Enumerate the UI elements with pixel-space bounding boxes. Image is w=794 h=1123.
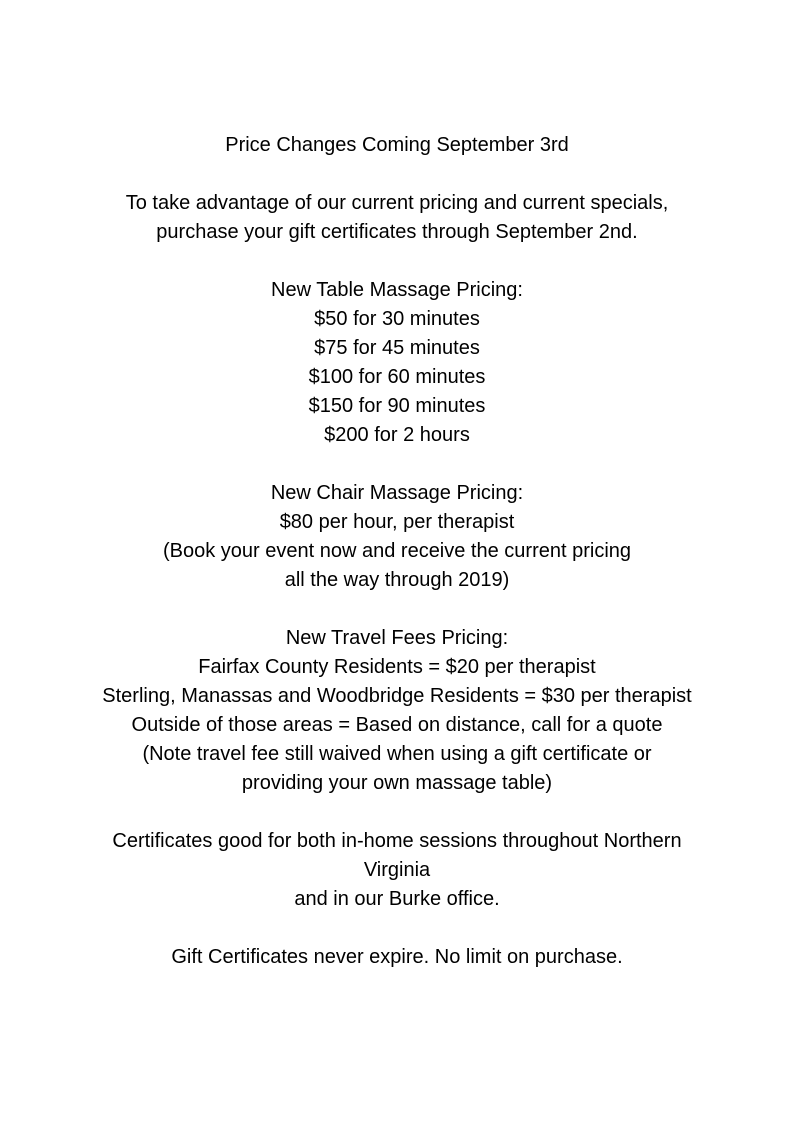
table-massage-price: $150 for 90 minutes [308, 395, 486, 417]
spacer [0, 450, 794, 479]
travel-fees-title: New Travel Fees Pricing: [285, 627, 509, 649]
table-massage-price: $50 for 30 minutes [314, 308, 480, 330]
spacer [0, 247, 794, 276]
spacer [0, 595, 794, 624]
price-announcement [0, 131, 794, 972]
travel-fee-item: Fairfax County Residents = $20 per therapist [198, 656, 596, 678]
travel-fee-note-2: providing your own massage table) [241, 772, 553, 794]
table-massage-price: $75 for 45 minutes [314, 337, 480, 359]
travel-fee-note-1: (Note travel fee still waived when using a gift certificate or [142, 743, 652, 765]
intro-line-1: To take advantage of our current pricing and current specials, [125, 192, 669, 214]
chair-massage-title: New Chair Massage Pricing: [270, 482, 524, 504]
certificates-footer: Gift Certificates never expire. No limit on purchase. [171, 946, 623, 968]
chair-massage-note-2: all the way through 2019) [284, 569, 510, 591]
table-massage-price: $100 for 60 minutes [308, 366, 486, 388]
chair-massage-price: $80 per hour, per therapist [279, 511, 515, 533]
certificates-office: and in our Burke office. [294, 888, 500, 910]
intro-line-2: purchase your gift certificates through September 2nd. [156, 221, 638, 243]
table-massage-price: $200 for 2 hours [324, 424, 470, 446]
page-title: Price Changes Coming September 3rd [225, 134, 569, 156]
table-massage-title: New Table Massage Pricing: [271, 279, 523, 301]
spacer [0, 160, 794, 189]
spacer [0, 798, 794, 827]
chair-massage-note-1: (Book your event now and receive the current pricing [162, 540, 632, 562]
spacer [0, 914, 794, 943]
certificates-coverage: Certificates good for both in-home sessions throughout Northern Virginia [112, 830, 682, 881]
travel-fee-item: Sterling, Manassas and Woodbridge Residents = $30 per therapist [102, 685, 692, 707]
travel-fee-item: Outside of those areas = Based on distance, call for a quote [131, 714, 663, 736]
